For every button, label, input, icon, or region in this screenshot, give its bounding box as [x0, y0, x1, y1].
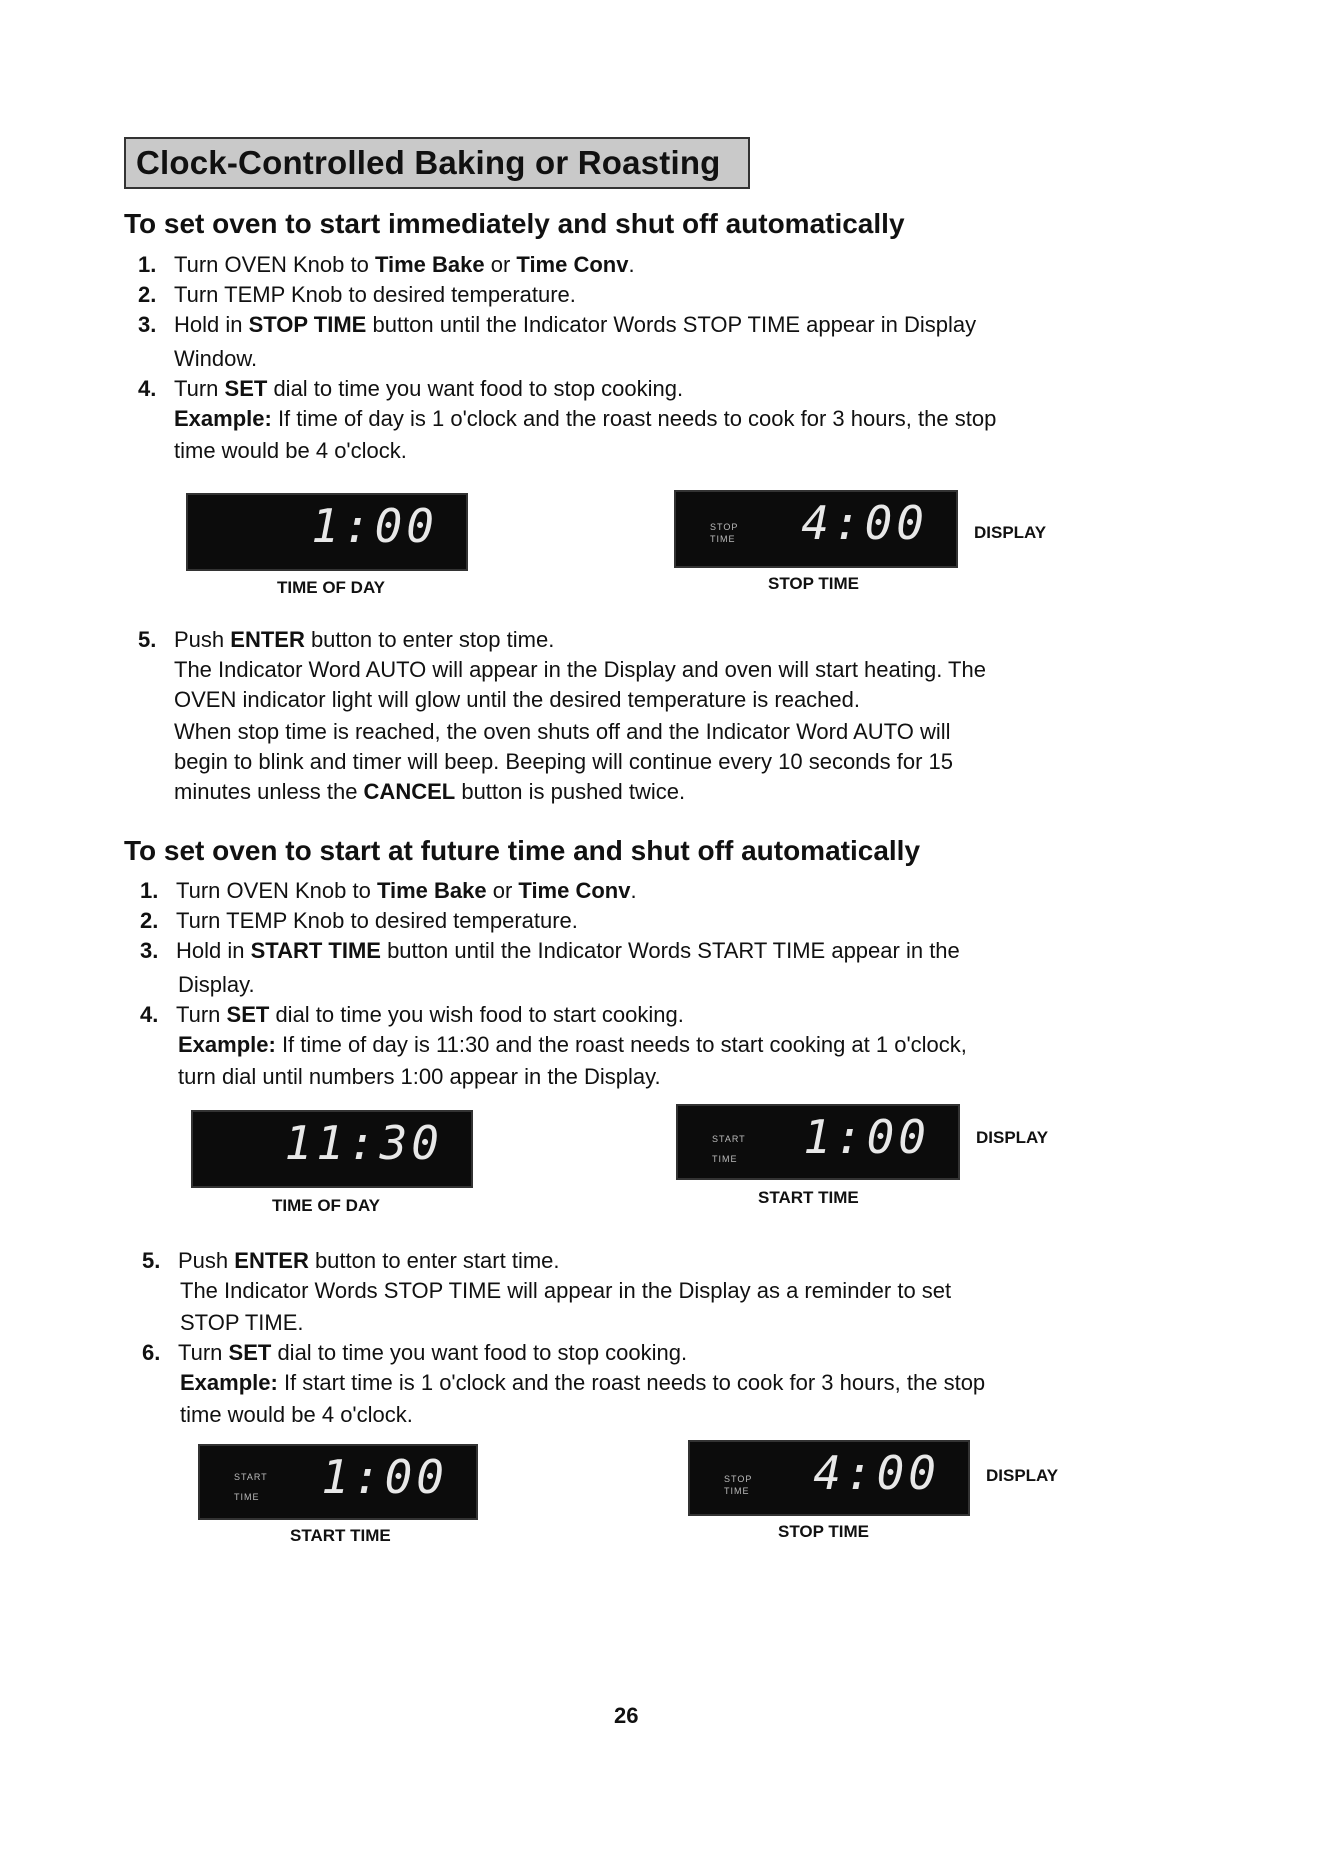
time-of-day-display-2: 11:30: [191, 1110, 473, 1188]
s2-step1: 1. Turn OVEN Knob to Time Bake or Time Conv.: [140, 878, 637, 903]
s2-step5-l3: STOP TIME.: [180, 1310, 304, 1335]
s1-example: Example: If time of day is 1 o'clock and the roast needs to cook for 3 hours, the stop: [174, 406, 997, 431]
s2-step5: 5. Push ENTER button to enter start time.: [142, 1248, 560, 1273]
display-label-2: DISPLAY: [976, 1128, 1049, 1147]
time-of-day-display: 1:00: [186, 493, 468, 571]
s2-example: Example: If time of day is 11:30 and the roast needs to start cooking at 1 o'clock,: [178, 1032, 967, 1057]
section-banner: [124, 137, 750, 189]
s1-step3-cont: Window.: [174, 346, 258, 371]
s2-step5-l2: The Indicator Words STOP TIME will appear in the Display as a reminder to set: [180, 1278, 952, 1303]
start-time-caption-2: START TIME: [290, 1526, 391, 1545]
s2-step4: 4. Turn SET dial to time you wish food to start cooking.: [140, 1002, 684, 1027]
s2-step2: 2. Turn TEMP Knob to desired temperature.: [140, 908, 578, 933]
page-number: 26: [614, 1703, 639, 1728]
s2-example-cont: turn dial until numbers 1:00 appear in the Display.: [178, 1064, 661, 1089]
section1-heading: To set oven to start immediately and shut off automatically: [124, 208, 905, 239]
start-time-display: START TIME 1:00: [676, 1104, 960, 1180]
s2-step6: 6. Turn SET dial to time you want food to stop cooking.: [142, 1340, 688, 1365]
banner-title: Clock-Controlled Baking or Roasting: [136, 144, 721, 181]
s1-step5-l6: minutes unless the CANCEL button is pushed twice.: [174, 779, 686, 804]
s2-example-2: Example: If start time is 1 o'clock and the roast needs to cook for 3 hours, the stop: [180, 1370, 986, 1395]
s1-step5-l3: OVEN indicator light will glow until the desired temperature is reached.: [174, 687, 860, 712]
start-time-display-2: START TIME 1:00: [198, 1444, 478, 1520]
s1-step3: 3. Hold in STOP TIME button until the Indicator Words STOP TIME appear in Display: [138, 312, 977, 337]
s2-step3: 3. Hold in START TIME button until the Indicator Words START TIME appear in the: [140, 938, 960, 963]
time-of-day-caption-2: TIME OF DAY: [272, 1196, 380, 1215]
display-label: DISPLAY: [974, 523, 1047, 542]
s1-step1: 1. Turn OVEN Knob to Time Bake or Time Conv.: [138, 252, 635, 277]
stop-time-display-2: STOP TIME 4:00: [688, 1440, 970, 1516]
time-of-day-caption: TIME OF DAY: [277, 578, 385, 597]
s1-step5-l2: The Indicator Word AUTO will appear in the Display and oven will start heating. The: [174, 657, 986, 682]
section2-heading: To set oven to start at future time and shut off automatically: [124, 835, 921, 866]
s1-example-cont: time would be 4 o'clock.: [174, 438, 407, 463]
s1-step5-l5: begin to blink and timer will beep. Beeping will continue every 10 seconds for 15: [174, 749, 954, 774]
stop-time-caption-2: STOP TIME: [778, 1522, 870, 1541]
start-time-caption: START TIME: [758, 1188, 859, 1207]
s1-step5-l4: When stop time is reached, the oven shuts off and the Indicator Word AUTO will: [174, 719, 951, 744]
display-label-3: DISPLAY: [986, 1466, 1059, 1485]
s1-step4: 4. Turn SET dial to time you want food to stop cooking.: [138, 376, 684, 401]
s1-step5: 5. Push ENTER button to enter stop time.: [138, 627, 555, 652]
s1-step2: 2. Turn TEMP Knob to desired temperature.: [138, 282, 576, 307]
stop-time-caption: STOP TIME: [768, 574, 860, 593]
s2-step3-cont: Display.: [178, 972, 255, 997]
stop-time-display: STOP TIME 4:00: [674, 490, 958, 568]
s2-example-2-cont: time would be 4 o'clock.: [180, 1402, 413, 1427]
